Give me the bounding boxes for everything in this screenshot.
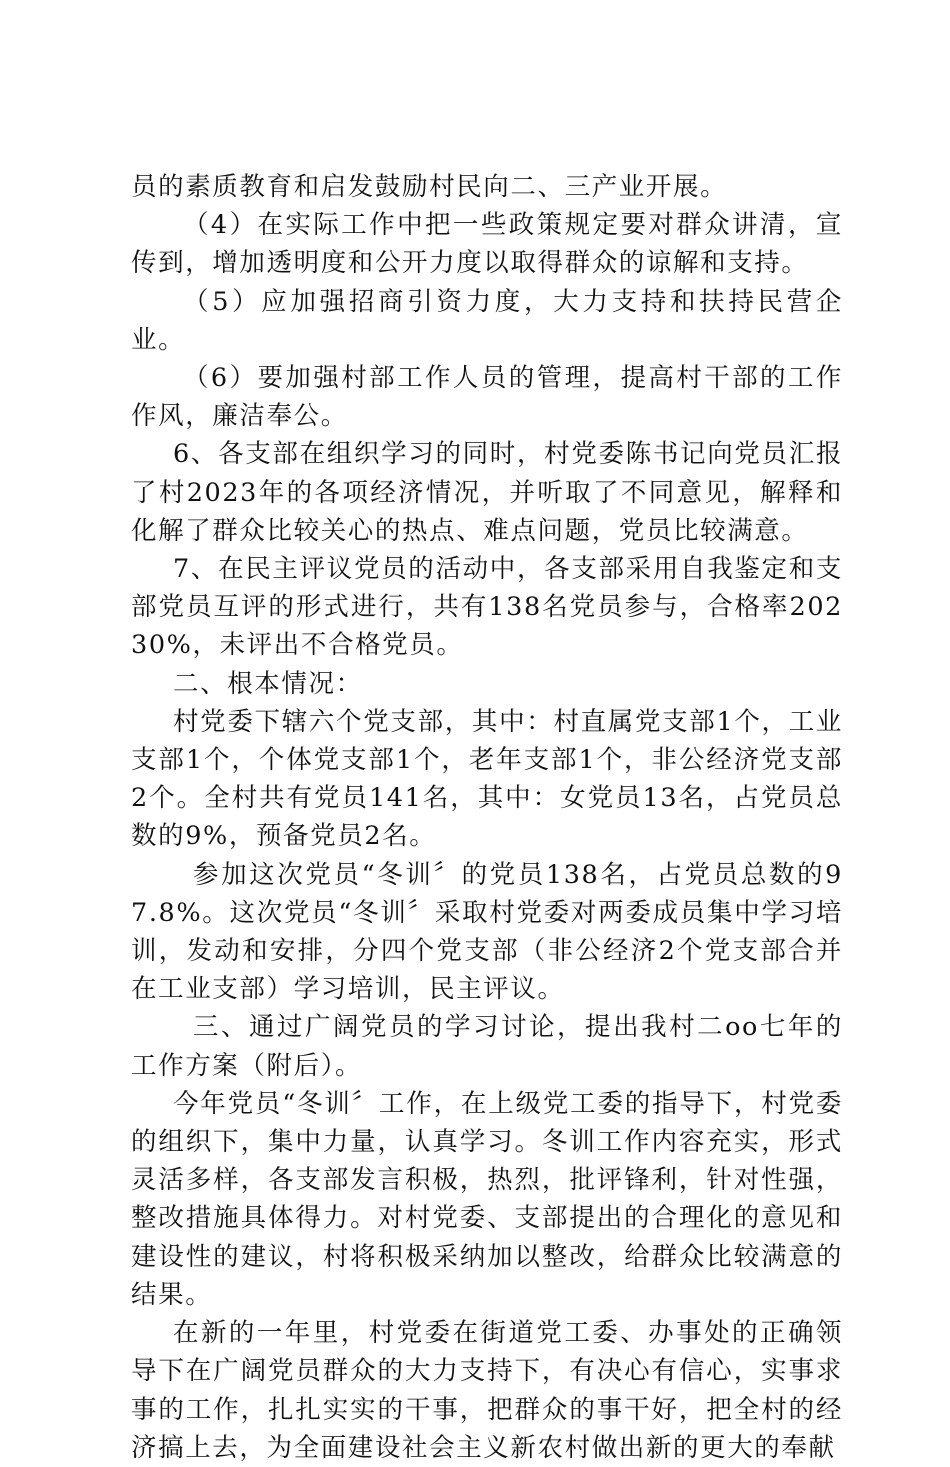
paragraph-conclusion: 在新的一年里，村党委在街道党工委、办事处的正确领导下在广阔党员群众的大力支持下，有决心有信心，实事求事的工作，扎扎实实的干事，把群众的事干好，把全村的经济搞上去，为全面建设社会主义新农村做出新的更大的奉献 [131, 1318, 843, 1463]
paragraph-item-6: （6）要加强村部工作人员的管理，提高村干部的工作作风，廉洁奉公。 [131, 363, 843, 432]
paragraph-item-4: （4）在实际工作中把一些政策规定要对群众讲清，宣传到，增加透明度和公开力度以取得群众的谅解和支持。 [131, 210, 843, 279]
paragraph-continuation: 员的素质教育和启发鼓励村民向二、三产业开展。 [131, 172, 728, 202]
paragraph-section-6: 6、各支部在组织学习的同时，村党委陈书记向党员汇报了村2023年的各项经济情况，并听取了不同意见，解释和化解了群众比较关心的热点、难点问题，党员比较满意。 [131, 439, 843, 546]
paragraph-winter-training: 参加这次党员“冬训〞的党员138名，占党员总数的97.8%。这次党员“冬训〞采取村党委对两委成员集中学习培训，发动和安排，分四个党支部（非公经济2个党支部合并在工业支部）学习培训，民主评议。 [131, 859, 843, 1005]
paragraph-summary: 今年党员“冬训〞工作，在上级党工委的指导下，村党委的组织下，集中力量，认真学习。冬训工作内容充实，形式灵活多样，各支部发言积极，热烈，批评锋利，针对性强，整改措施具体得力。对村党委、支部提出的合理化的意见和建设性的建议，村将积极采纳加以整改，给群众比较满意的结果。 [131, 1088, 843, 1310]
paragraph-branch-overview: 村党委下辖六个党支部，其中：村直属党支部1个，工业支部1个，个体党支部1个，老年支部1个，非公经济党支部2个。全村共有党员141名，其中：女党员13名，占党员总数的9%，预备党员2名。 [131, 706, 843, 852]
document-body [131, 168, 843, 1467]
heading-basic-situation: 二、根本情况： [173, 668, 363, 699]
heading-work-plan: 三、通过广阔党员的学习讨论，提出我村二oo七年的工作方案（附后）。 [131, 1012, 843, 1081]
paragraph-item-5: （5）应加强招商引资力度，大力支持和扶持民营企业。 [131, 286, 843, 355]
paragraph-section-7: 7、在民主评议党员的活动中，各支部采用自我鉴定和支部党员互评的形式进行，共有138名党员参与，合格率20230%，未评出不合格党员。 [131, 554, 843, 661]
